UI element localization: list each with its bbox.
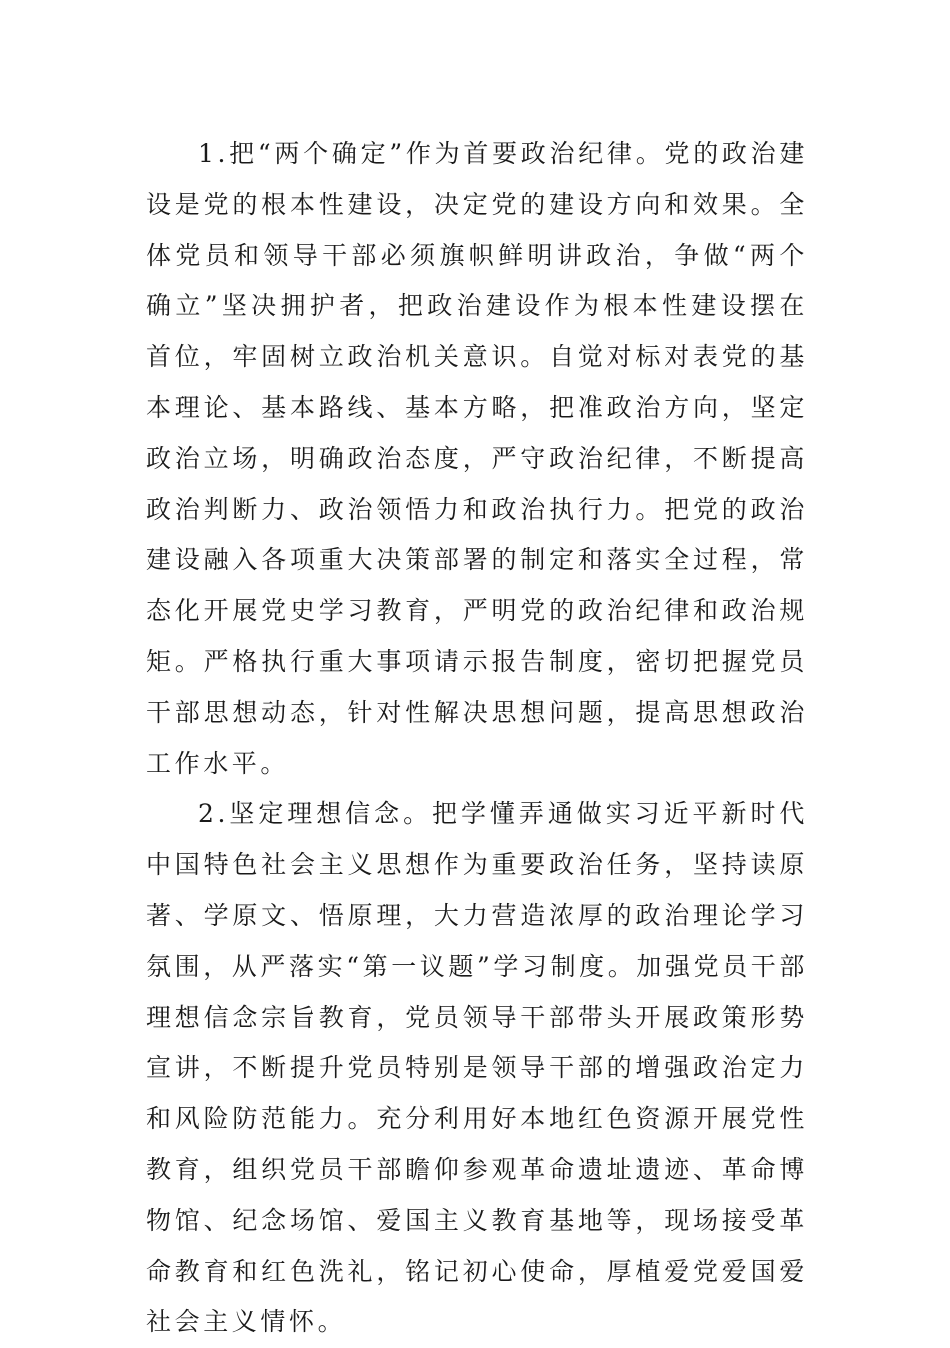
paragraph-point-2: 2.坚定理想信念。把学懂弄通做实习近平新时代中国特色社会主义思想作为重要政治任务，坚持读原著、学原文、悟原理，大力营造浓厚的政治理论学习氛围，从严落实“第一议题”学习制度。加强党员干部理想信念宗旨教育，党员领导干部带头开展政策形势宣讲，不断提升党员特别是领导干部的增强政治定力和风险防范能力。充分利用好本地红色资源开展党性教育，组织党员干部瞻仰参观革命遗址遗迹、革命博物馆、纪念场馆、爱国主义教育基地等，现场接受革命教育和红色洗礼，铭记初心使命，厚植爱党爱国爱社会主义情怀。 bbox=[146, 799, 808, 1337]
paragraph-point-1: 1.把“两个确定”作为首要政治纪律。党的政治建设是党的根本性建设，决定党的建设方向和效果。全体党员和领导干部必须旗帜鲜明讲政治，争做“两个确立”坚决拥护者，把政治建设作为根本性建设摆在首位，牢固树立政治机关意识。自觉对标对表党的基本理论、基本路线、基本方略，把准政治方向，坚定政治立场，明确政治态度，严守政治纪律，不断提高政治判断力、政治领悟力和政治执行力。把党的政治建设融入各项重大决策部署的制定和落实全过程，常态化开展党史学习教育，严明党的政治纪律和政治规矩。严格执行重大事项请示报告制度，密切把握党员干部思想动态，针对性解决思想问题，提高思想政治工作水平。 bbox=[146, 139, 808, 778]
document-body bbox=[146, 129, 808, 1348]
